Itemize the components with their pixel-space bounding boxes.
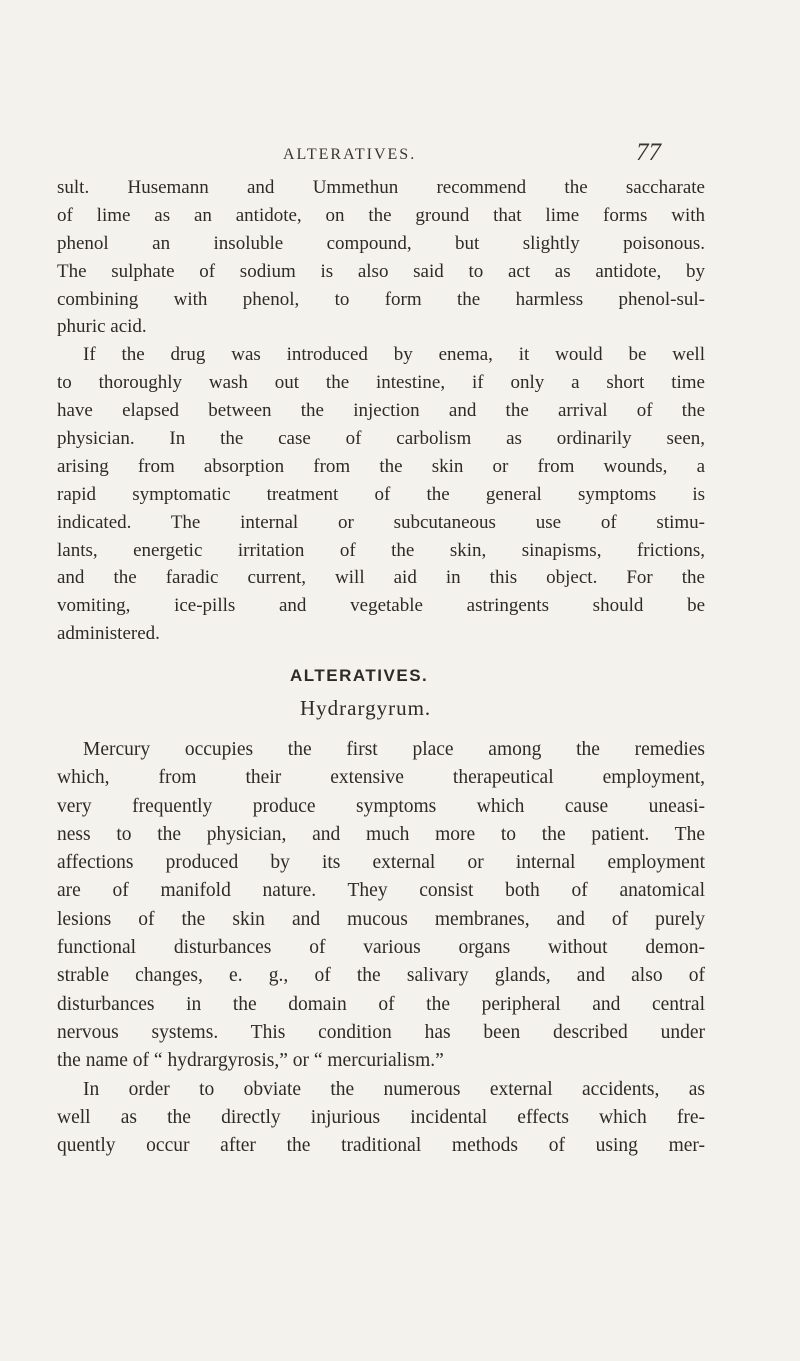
section-subheading: Hydrargyrum. — [300, 696, 432, 720]
text-line: sult. Husemann and Ummethun recommend the saccharate — [57, 177, 705, 198]
text-line: phuric acid. — [57, 316, 147, 338]
text-line: affections produced by its external or internal employment — [57, 852, 705, 874]
text-line: If the drug was introduced by enema, it would be well — [83, 344, 705, 366]
text-line: indicated. The internal or subcutaneous use of stimu- — [57, 511, 705, 533]
text-block-upper — [57, 174, 705, 648]
text-line: The sulphate of sodium is also said to act as antidote, by — [57, 260, 705, 282]
text-line: lants, energetic irritation of the skin, sinapisms, frictions, — [57, 539, 705, 561]
text-line: In order to obviate the numerous external accidents, as — [83, 1078, 705, 1100]
text-line: are of manifold nature. They consist both of anatomical — [57, 880, 705, 902]
text-line: strable changes, e. g., of the salivary glands, and also of — [57, 965, 705, 987]
page-number: 77 — [636, 139, 661, 166]
text-line: lesions of the skin and mucous membranes, and of purely — [57, 908, 705, 930]
text-line: phenol an insoluble compound, but slightly poisonous. — [57, 232, 705, 254]
text-line: rapid symptomatic treatment of the general symptoms is — [57, 483, 705, 505]
text-line: physician. In the case of carbolism as ordinarily seen, — [57, 428, 705, 450]
text-line: very frequently produce symptoms which cause uneasi- — [57, 795, 705, 817]
text-line: functional disturbances of various organs without demon- — [57, 937, 705, 959]
text-line: and the faradic current, will aid in this object. For the — [57, 567, 705, 589]
text-line: administered. — [57, 623, 160, 645]
text-line: well as the directly injurious incidental effects which fre- — [57, 1106, 705, 1128]
text-line: arising from absorption from the skin or from wounds, a — [57, 455, 705, 477]
text-line: which, from their extensive therapeutical employment, — [57, 767, 705, 789]
text-line: to thoroughly wash out the intestine, if only a short time — [57, 372, 705, 394]
text-line: Mercury occupies the first place among the remedies — [83, 739, 705, 760]
text-line: ness to the physician, and much more to the patient. The — [57, 823, 705, 845]
text-line: vomiting, ice-pills and vegetable astringents should be — [57, 595, 705, 617]
running-head — [0, 117, 800, 177]
running-title: ALTERATIVES. — [283, 146, 417, 163]
text-block-lower — [57, 736, 705, 1160]
text-line: have elapsed between the injection and the arrival of the — [57, 400, 705, 422]
text-line: the name of “ hydrargyrosis,” or “ mercurialism.” — [57, 1050, 444, 1072]
text-line: quently occur after the traditional methods of using mer- — [57, 1135, 705, 1157]
section-heading: ALTERATIVES. — [290, 666, 429, 685]
text-line: nervous systems. This condition has been described under — [57, 1021, 705, 1043]
text-line: combining with phenol, to form the harmless phenol-sul- — [57, 288, 705, 310]
text-line: of lime as an antidote, on the ground that lime forms with — [57, 204, 705, 226]
text-line: disturbances in the domain of the peripheral and central — [57, 993, 705, 1015]
